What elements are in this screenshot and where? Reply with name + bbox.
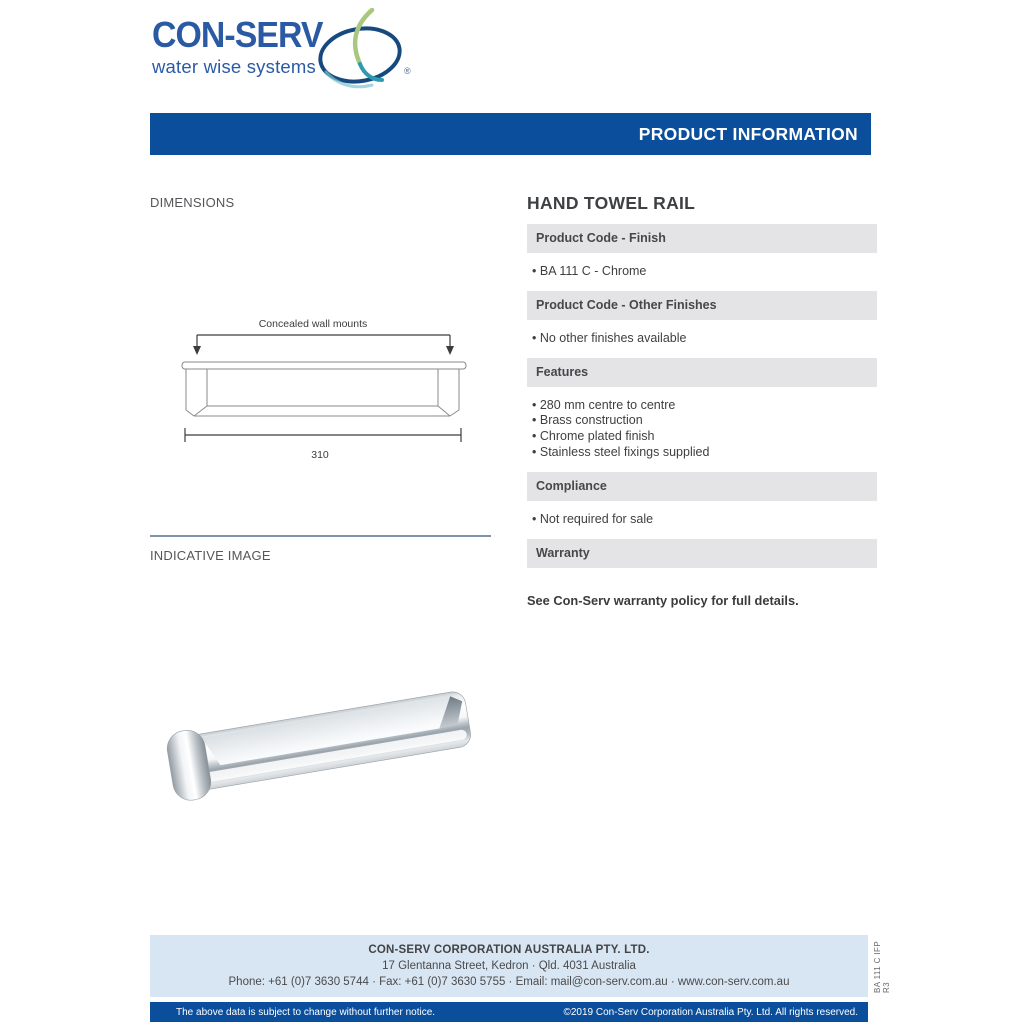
section-divider: [150, 535, 491, 537]
registered-trademark: ®: [404, 66, 411, 76]
list-item: • Brass construction: [532, 413, 877, 429]
product-information-banner: PRODUCT INFORMATION: [150, 113, 871, 155]
section-items: [532, 512, 877, 528]
section-items: [532, 331, 877, 347]
drawing-annotation: Concealed wall mounts: [258, 318, 368, 330]
list-item: • 280 mm centre to centre: [532, 398, 877, 414]
section-header-warranty: Warranty: [527, 539, 877, 568]
section-header-features: Features: [527, 358, 877, 387]
footer-contact: Phone: +61 (0)7 3630 5744 · Fax: +61 (0)7 3630 5755 · Email: mail@con-serv.com.au · www.con-serv.com.au: [228, 976, 790, 988]
warranty-note: See Con-Serv warranty policy for full details.: [527, 592, 799, 608]
document-code: BA 111 C IFP R3: [873, 941, 891, 993]
list-item: • Chrome plated finish: [532, 429, 877, 445]
section-header-compliance: Compliance: [527, 472, 877, 501]
brand-tagline: water wise systems: [152, 56, 316, 77]
footer-company-name: CON-SERV CORPORATION AUSTRALIA PTY. LTD.: [368, 944, 650, 956]
section-items: [532, 398, 877, 461]
indicative-image-heading: INDICATIVE IMAGE: [150, 548, 271, 563]
brand-wordmark: CON-SERV: [152, 14, 323, 55]
footer-address: 17 Glentanna Street, Kedron · Qld. 4031 Australia: [382, 960, 636, 972]
section-header-product-code-finish: Product Code - Finish: [527, 224, 877, 253]
copyright-text: ©2019 Con-Serv Corporation Australia Pty. Ltd. All rights reserved.: [563, 1006, 858, 1018]
disclaimer-text: The above data is subject to change without further notice.: [176, 1006, 436, 1018]
dimension-drawing: [150, 300, 491, 465]
section-items: [532, 264, 877, 280]
list-item: • BA 111 C - Chrome: [532, 264, 877, 280]
product-title: HAND TOWEL RAIL: [527, 193, 696, 213]
list-item: • No other finishes available: [532, 331, 877, 347]
right-arrow-icon: [446, 346, 454, 355]
left-arrow-icon: [193, 346, 201, 355]
list-item: • Not required for sale: [532, 512, 877, 528]
width-dimension-label: 310: [311, 449, 329, 461]
bottom-bar: [150, 1002, 868, 1022]
list-item: • Stainless steel fixings supplied: [532, 445, 877, 461]
dimensions-heading: DIMENSIONS: [150, 195, 235, 210]
product-details: [527, 193, 877, 608]
section-header-other-finishes: Product Code - Other Finishes: [527, 291, 877, 320]
product-photo: [150, 658, 495, 826]
water-drop-swoosh-icon: [310, 8, 410, 94]
footer: [150, 935, 868, 997]
logo: [152, 14, 432, 94]
